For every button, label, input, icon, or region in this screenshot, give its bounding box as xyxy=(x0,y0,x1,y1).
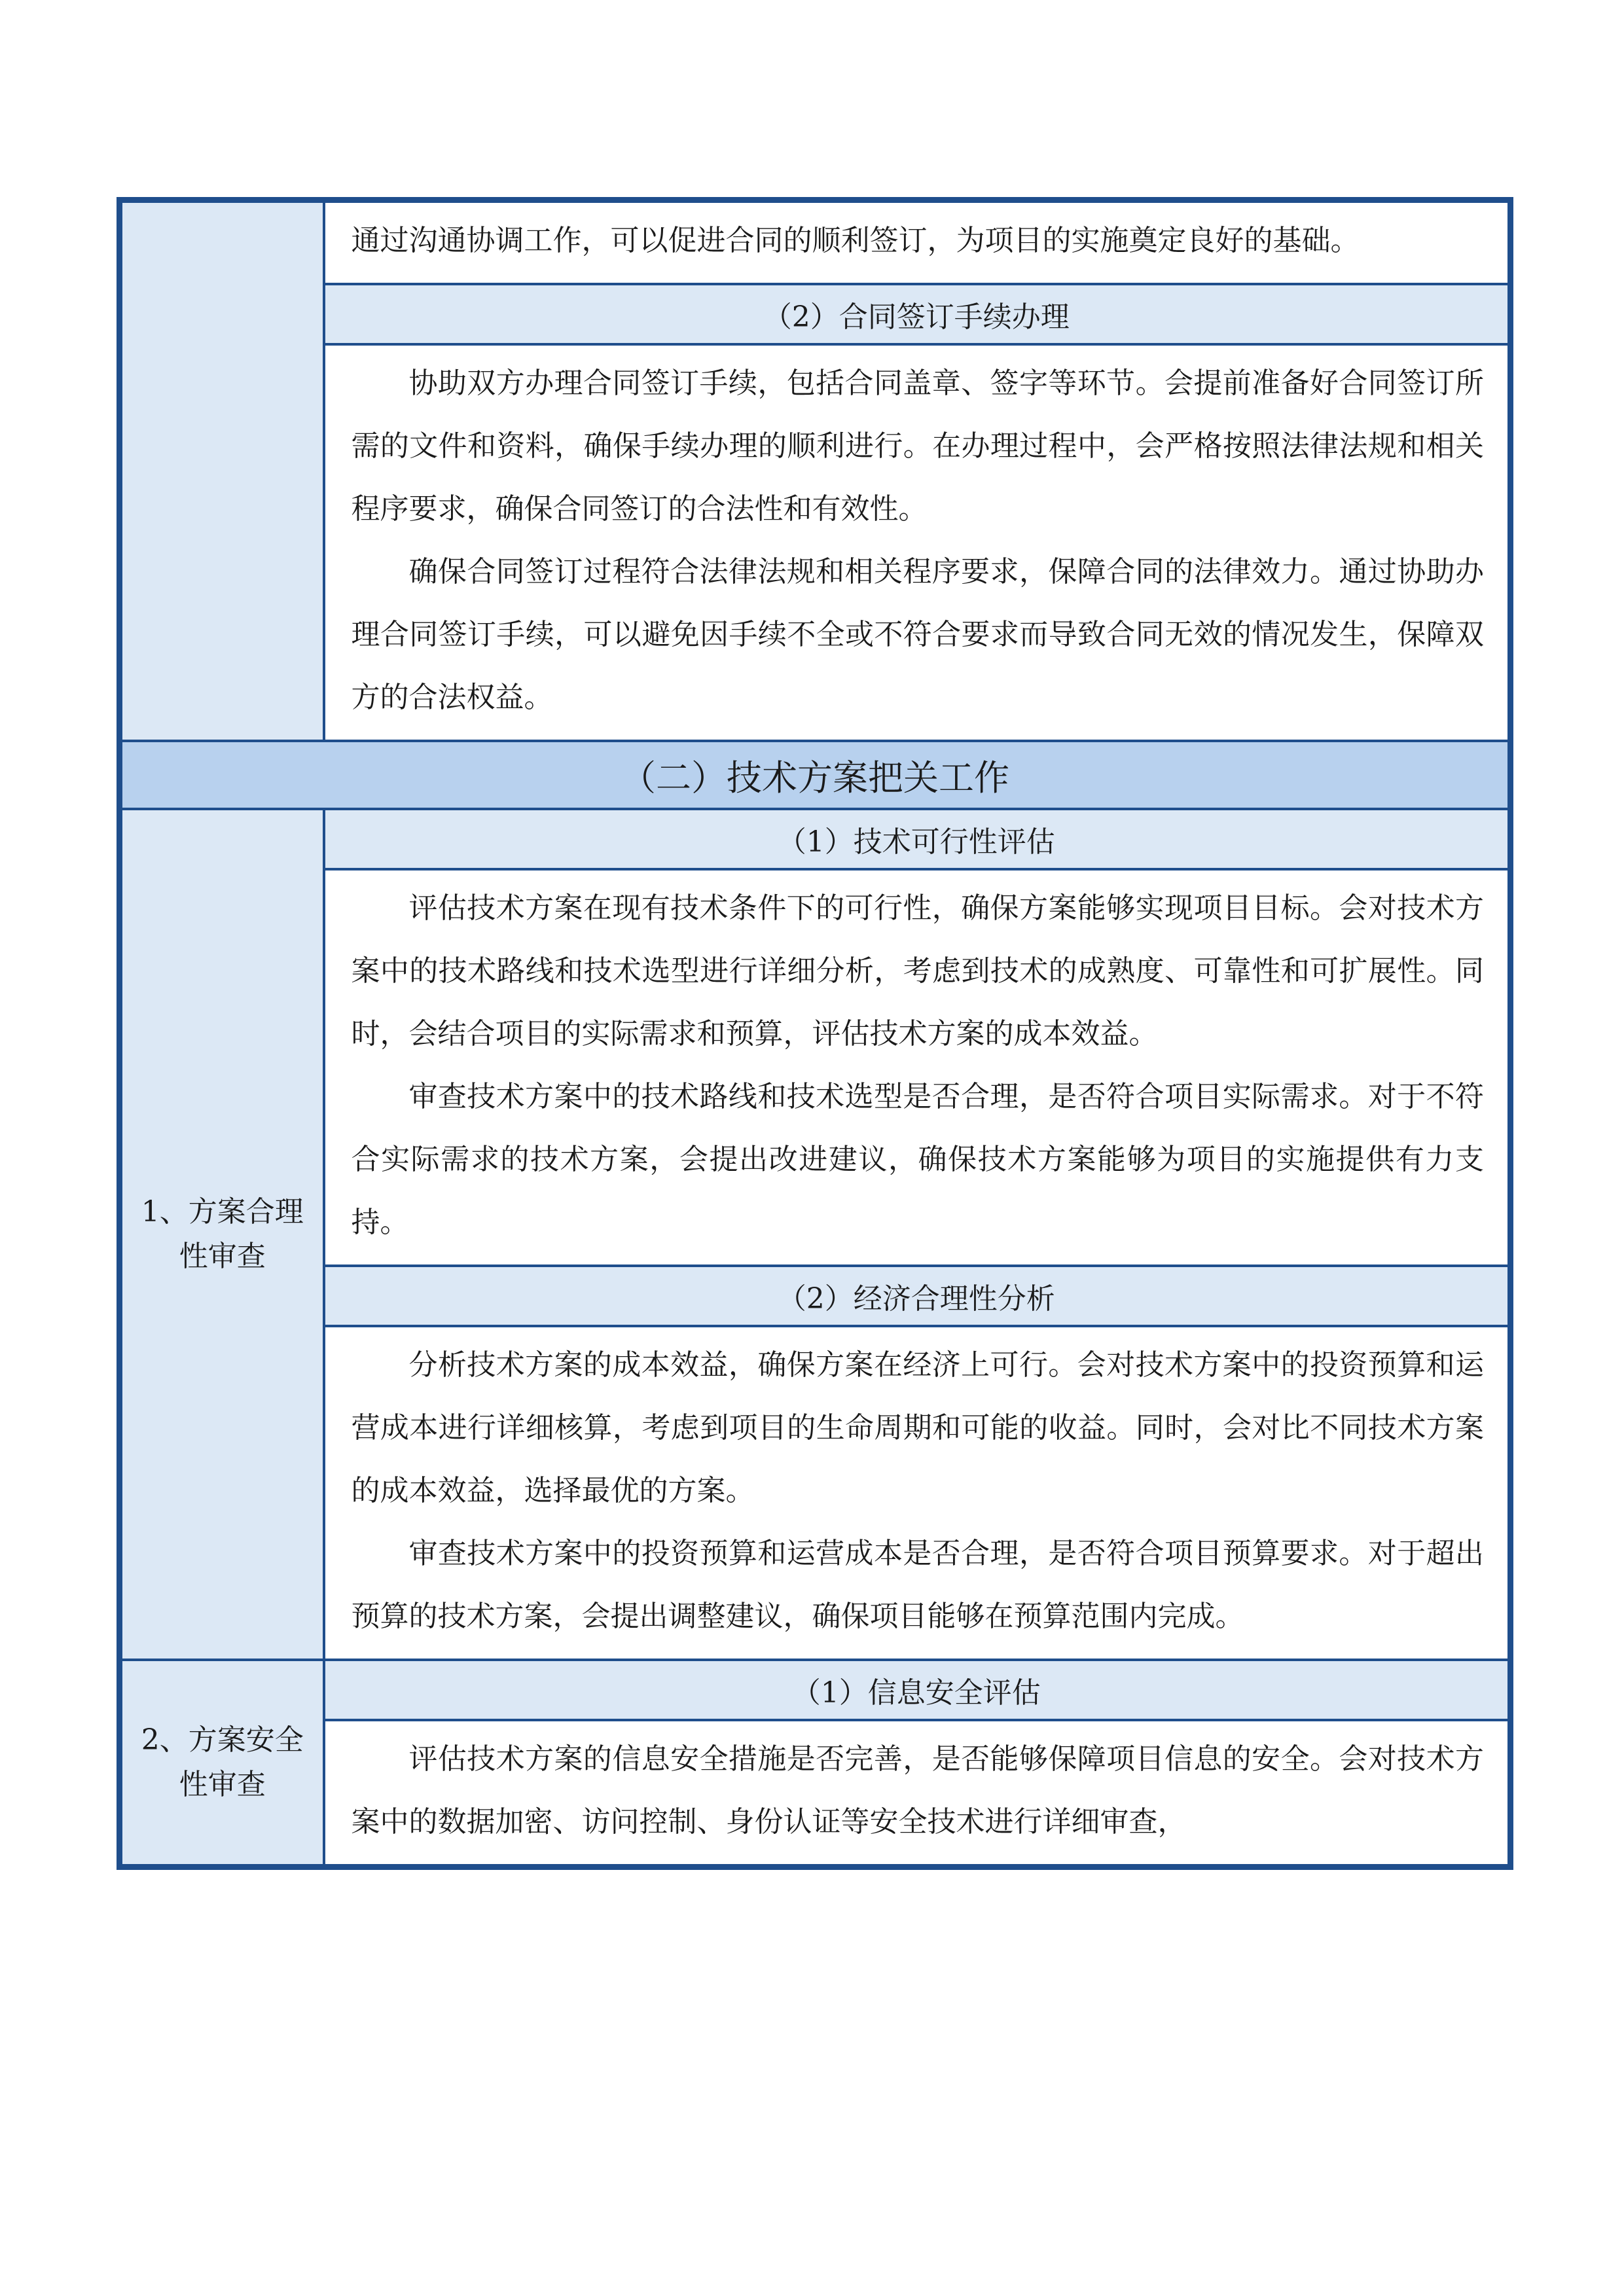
label-plan-rationality: 1、方案合理性审查 xyxy=(120,809,324,1660)
label-plan-security: 2、方案安全性审查 xyxy=(120,1660,324,1867)
table-row xyxy=(120,1660,1511,1720)
table-row xyxy=(120,1266,1511,1326)
contract-procedures-paragraph-1: 协助双方办理合同签订手续，包括合同盖章、签字等环节。会提前准备好合同签订所需的文件和资料，确保手续办理的顺利进行。在办理过程中，会严格按照法律法规和相关程序要求，确保合同签订的合法性和有效性。 xyxy=(351,367,1484,526)
subheading-contract-procedures: （2）合同签订手续办理 xyxy=(324,284,1511,344)
intro-content-cell xyxy=(324,200,1511,285)
left-label-cell-empty xyxy=(120,200,324,742)
table-row xyxy=(120,1720,1511,1867)
economic-rationality-paragraph-2: 审查技术方案中的投资预算和运营成本是否合理，是否符合项目预算要求。对于超出预算的技术方案，会提出调整建议，确保项目能够在预算范围内完成。 xyxy=(351,1537,1484,1633)
subheading-economic-rationality: （2）经济合理性分析 xyxy=(324,1266,1511,1326)
table-row xyxy=(120,284,1511,344)
info-security-content xyxy=(324,1720,1511,1867)
table-row xyxy=(120,869,1511,1266)
economic-rationality-content xyxy=(324,1326,1511,1660)
contract-procedures-paragraph-2: 确保合同签订过程符合法律法规和相关程序要求，保障合同的法律效力。通过协助办理合同签订手续，可以避免因手续不全或不符合要求而导致合同无效的情况发生，保障双方的合法权益。 xyxy=(351,555,1484,714)
tech-feasibility-paragraph-2: 审查技术方案中的技术路线和技术选型是否合理，是否符合项目实际需求。对于不符合实际需求的技术方案，会提出改进建议，确保技术方案能够为项目的实施提供有力支持。 xyxy=(351,1080,1484,1239)
table-row xyxy=(120,809,1511,869)
table-row xyxy=(120,344,1511,741)
intro-paragraph: 通过沟通协调工作，可以促进合同的顺利签订，为项目的实施奠定良好的基础。 xyxy=(351,224,1360,257)
section-title-tech-review: （二）技术方案把关工作 xyxy=(120,741,1511,809)
table-row xyxy=(120,200,1511,285)
subheading-tech-feasibility: （1）技术可行性评估 xyxy=(324,809,1511,869)
economic-rationality-paragraph-1: 分析技术方案的成本效益，确保方案在经济上可行。会对技术方案中的投资预算和运营成本进行详细核算，考虑到项目的生命周期和可能的收益。同时，会对比不同技术方案的成本效益，选择最优的方案。 xyxy=(351,1348,1484,1507)
tech-feasibility-content xyxy=(324,869,1511,1266)
tech-feasibility-paragraph-1: 评估技术方案在现有技术条件下的可行性，确保方案能够实现项目目标。会对技术方案中的技术路线和技术选型进行详细分析，考虑到技术的成熟度、可靠性和可扩展性。同时，会结合项目的实际需求和预算，评估技术方案的成本效益。 xyxy=(351,891,1484,1050)
contract-procedures-content xyxy=(324,344,1511,741)
table-row xyxy=(120,741,1511,809)
table-row xyxy=(120,1326,1511,1660)
document-table xyxy=(117,197,1513,1870)
subheading-info-security: （1）信息安全评估 xyxy=(324,1660,1511,1720)
info-security-paragraph-1: 评估技术方案的信息安全措施是否完善，是否能够保障项目信息的安全。会对技术方案中的数据加密、访问控制、身份认证等安全技术进行详细审查， xyxy=(351,1742,1484,1839)
